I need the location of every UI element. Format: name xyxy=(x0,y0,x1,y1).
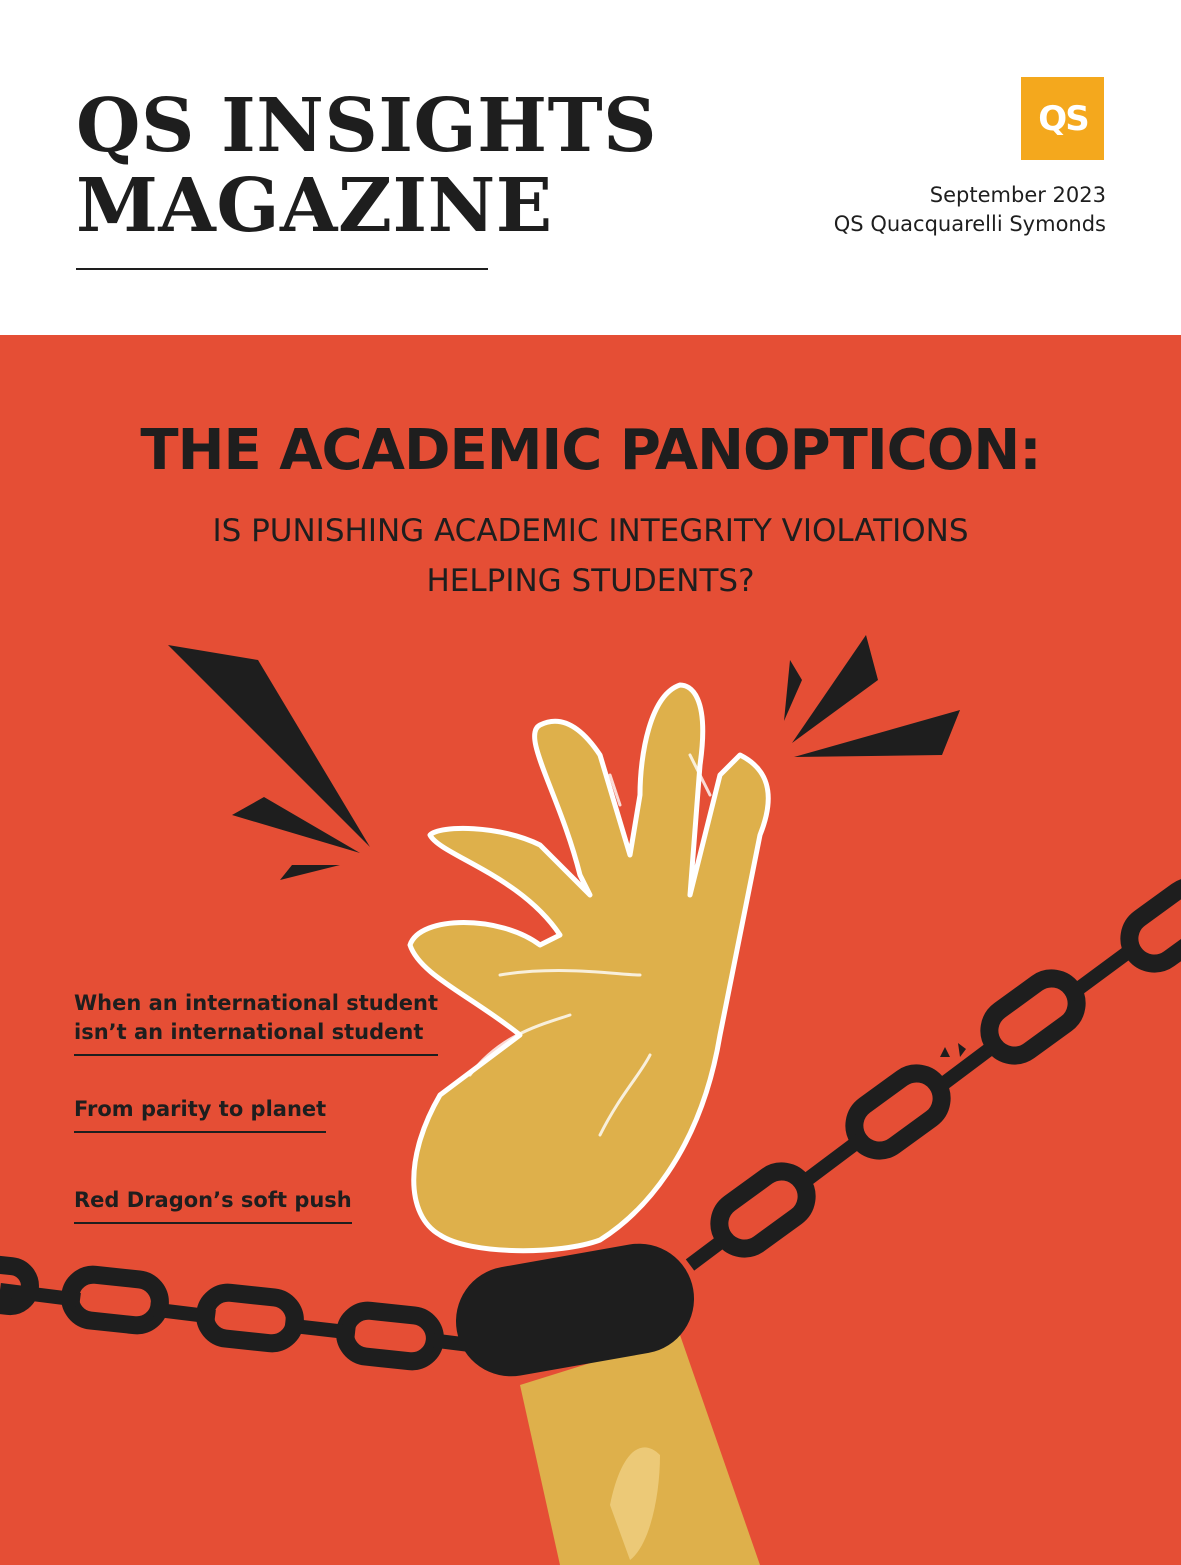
cover-subheadline xyxy=(0,506,1181,606)
cover-headline: THE ACADEMIC PANOPTICON: xyxy=(140,418,1041,483)
cover-subheadline-line-2: HELPING STUDENTS? xyxy=(426,563,755,599)
cover-panel xyxy=(0,335,1181,1565)
story-link-red-dragon[interactable] xyxy=(74,1186,352,1224)
chain-break-spark xyxy=(940,1043,966,1057)
qs-logo-icon xyxy=(1030,99,1096,139)
story-link-international-student[interactable] xyxy=(74,989,438,1056)
burst-marks-right xyxy=(784,635,960,757)
issue-date: September 2023 xyxy=(929,183,1106,207)
cover-subheadline-line-1: IS PUNISHING ACADEMIC INTEGRITY VIOLATIONS xyxy=(212,513,969,549)
story-link-parity-to-planet[interactable] xyxy=(74,1095,326,1133)
qs-logo xyxy=(1021,77,1104,160)
story-title-line: Red Dragon’s soft push xyxy=(74,1188,352,1212)
masthead-divider xyxy=(76,268,488,270)
magazine-title-line-1: QS INSIGHTS xyxy=(76,83,658,169)
qs-logo-text: QS xyxy=(1037,98,1088,139)
story-title-line: From parity to planet xyxy=(74,1097,327,1121)
publisher-name: QS Quacquarelli Symonds xyxy=(833,212,1106,236)
story-title-line: When an international student xyxy=(74,991,439,1015)
burst-marks-left xyxy=(168,645,370,880)
magazine-title xyxy=(76,83,658,249)
issue-info xyxy=(834,181,1106,239)
magazine-title-line-2: MAGAZINE xyxy=(76,163,553,249)
hand-and-arm xyxy=(410,685,768,1565)
story-title-line: isn’t an international student xyxy=(74,1020,424,1044)
